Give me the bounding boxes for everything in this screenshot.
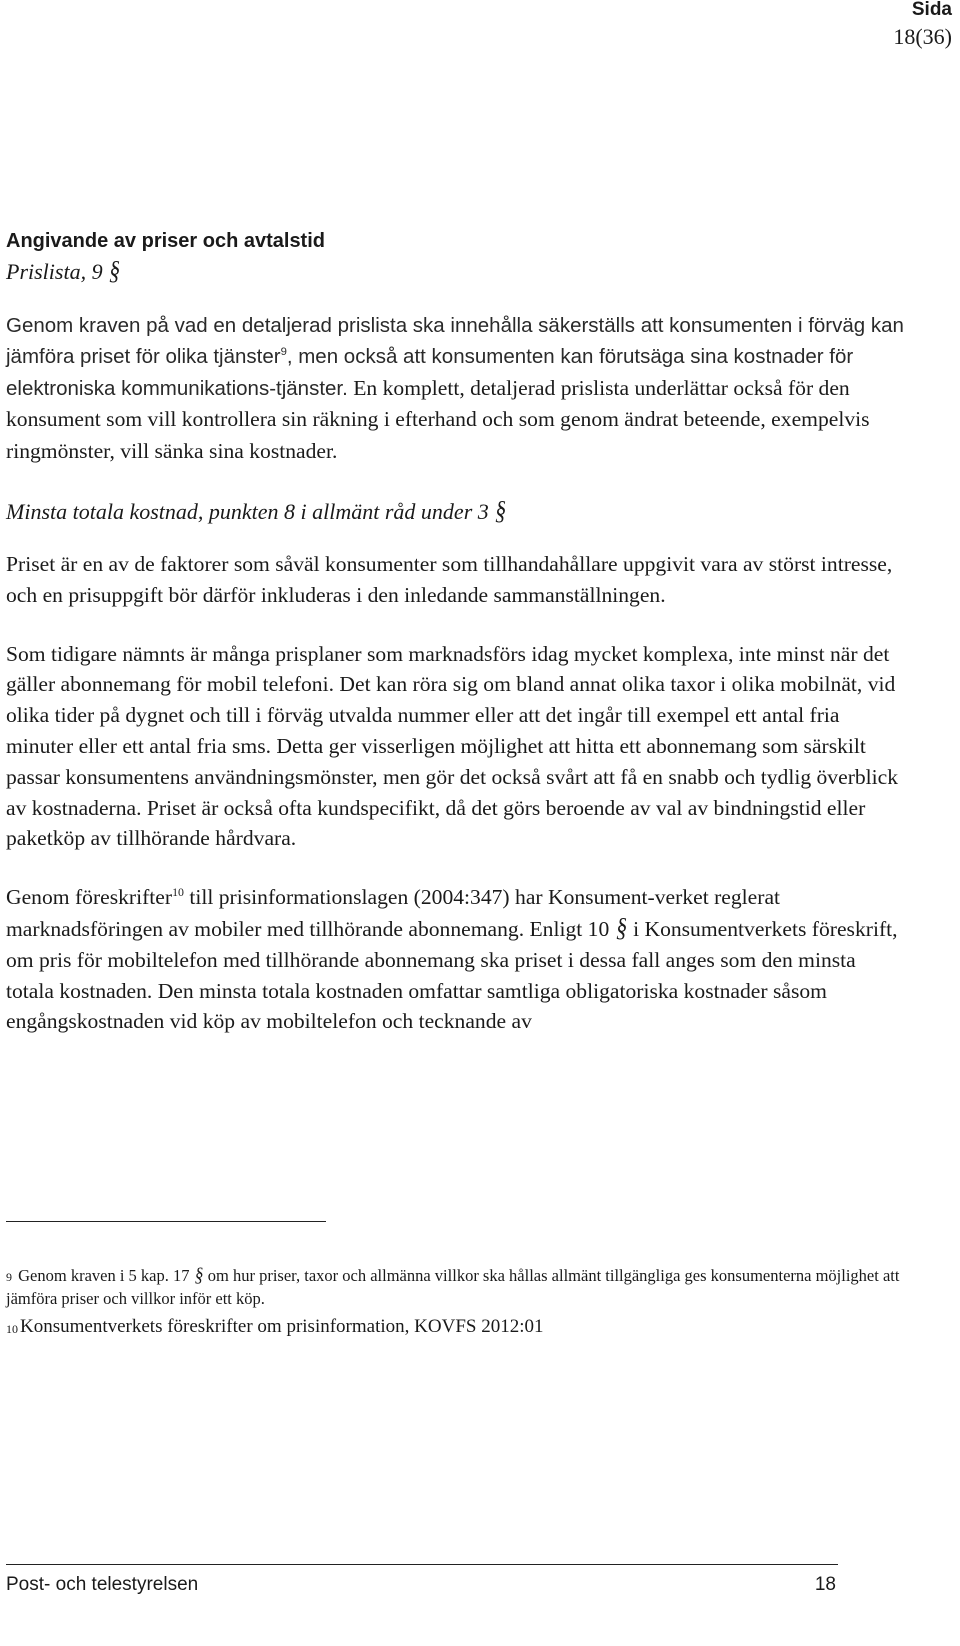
- paragraph-sign-icon: §: [615, 912, 627, 942]
- footer-organization: Post- och telestyrelsen: [6, 1574, 199, 1595]
- subsection-title: Minsta totala kostnad, punkten 8 i allmänt råd under 3 §: [6, 495, 507, 525]
- footnote-10: $^{10}$ Konsumentverkets föreskrifter om prisinformation, KOVFS 2012:01: [6, 1316, 544, 1337]
- sida-label: Sida: [911, 0, 952, 20]
- paragraph-sign-icon: §: [194, 1264, 203, 1286]
- footnote-9: $^9$ Genom kraven i 5 kap. 17 § om hur priser, taxor och allmänna villkor ska hållas allmänt tillgängliga ges konsumenterna möjlighet att jämföra priser och villkor inför ett köp.: [6, 1264, 900, 1308]
- footnote-separator: [6, 1221, 326, 1222]
- paragraph-3: Som tidigare nämnts är många prisplaner som marknadsförs idag mycket komplexa, inte minst när det gäller abonnemang för mobil telefoni. Det kan röra sig om bland annat olika taxor i olika mobilnät, vid olika tider på dygnet och till i förväg utvalda nummer eller att det ingår till exempel ett antal fria minuter eller ett antal fria sms. Detta ger visserligen möjlighet att hitta ett abonnemang som särskilt passar konsumentens användningsmönster, men gör det också svårt att få en snabb och tydlig överblick av kostnaderna. Priset är också ofta kundspecifikt, då det görs beroende av val av bindningstid eller paketköp av tillhörande hårdvara.: [6, 641, 899, 851]
- paragraph-sign-icon: §: [495, 495, 507, 525]
- paragraph-sign-icon: §: [109, 256, 121, 285]
- footnotes: [6, 1264, 906, 1340]
- main-content: [6, 228, 906, 1037]
- section-subheading: Prislista, 9 §: [6, 256, 121, 285]
- footnote-ref-9: 9: [280, 345, 287, 358]
- paragraph-1: Genom kraven på vad en detaljerad prislista ska innehålla säkerställs att konsumenten i förväg kan jämföra priset för olika tjänster$^9$, men också att konsumenten kan förutsäga sina kostnader för elektroniska kommunikations-tjänster. En komplett, detaljerad prislista underlättar också för den konsument som vill kontrollera sin räkning i efterhand och som genom ändrat beteende, exempelvis ringmönster, vill sänka sina kostnader.: [6, 314, 904, 464]
- paragraph-2: Priset är en av de faktorer som såväl konsumenter som tillhandahållare uppgivit vara av störst intresse, och en prisuppgift bör därför inkluderas i den inledande sammanställningen.: [6, 551, 893, 607]
- section-heading: Angivande av priser och avtalstid: [6, 230, 325, 252]
- paragraph-4: Genom föreskrifter$^{10}$ till prisinformationslagen (2004:347) har Konsument-verket reglerat marknadsföringen av mobiler med tillhörande abonnemang. Enligt 10 § i Konsumentverkets föreskrift, om pris för mobiltelefon med tillhörande abonnemang ska priset i dessa fall anges som den minsta totala kostnaden. Den minsta totala kostnaden omfattar samtliga obligatoriska kostnader såsom engångskostnaden vid köp av mobiltelefon och tecknande av: [6, 884, 898, 1034]
- page-of-total: 18(36): [893, 24, 952, 49]
- page-header: [893, 0, 952, 50]
- footnote-ref-10: 10: [172, 884, 184, 899]
- footer-page-number: 18: [814, 1574, 836, 1595]
- footer-rule: [6, 1564, 838, 1565]
- page-footer: [6, 1572, 836, 1598]
